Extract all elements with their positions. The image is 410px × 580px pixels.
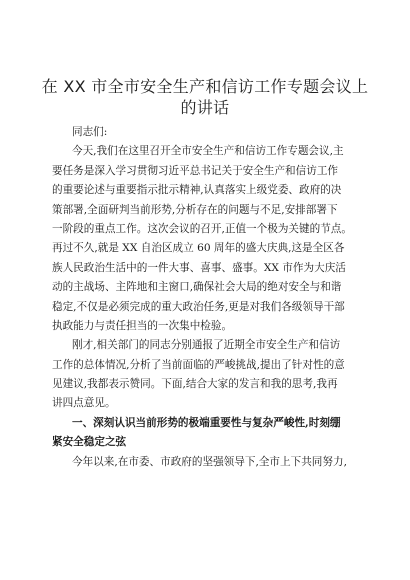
paragraph-line: 今年以来,在市委、市政府的坚强领导下,全市上下共同努力, — [72, 455, 347, 468]
paragraph-line: 见建议,我都表示赞同。下面,结合大家的发言和我的思考,我再 — [52, 378, 338, 391]
section-heading: 一、深刻认识当前形势的极端重要性与复杂严峻性,时刻绷 — [72, 416, 341, 429]
paragraph-line: 今天,我们在这里召开全市安全生产和信访工作专题会议,主 — [72, 145, 344, 158]
paragraph-line: 动的主战场、主阵地和主窗口,确保社会大局的绝对安全与和谐 — [52, 281, 342, 294]
document-title — [40, 76, 370, 118]
paragraph-line: 执政能力与责任担当的一次集中检验。 — [52, 319, 233, 332]
title-line-2: 的讲话 — [180, 98, 230, 117]
paragraph-line: 族人民政治生活中的一件大事、喜事、盛事。XX 市作为大庆活 — [52, 261, 346, 274]
paragraph-line: 工作的总体情况,分析了当前面临的严峻挑战,提出了针对性的意 — [52, 358, 345, 371]
paragraph-line: 要任务是深入学习贯彻习近平总书记关于安全生产和信访工作 — [52, 164, 339, 177]
document-body — [52, 123, 370, 472]
paragraph-line: 稳定,不仅是必须完成的重大政治任务,更是对我们各级领导干部 — [52, 300, 345, 313]
title-line-1: 在 XX 市全市安全生产和信访工作专题会议上 — [41, 77, 369, 96]
paragraph-line: 再过不久,就是 XX 自治区成立 60 周年的盛大庆典,这是全区各 — [52, 242, 345, 255]
greeting: 同志们: — [72, 126, 108, 138]
paragraph-line: 讲四点意见。 — [52, 397, 116, 410]
paragraph-line: 一阶段的重点工作。这次会议的召开,正值一个极为关键的节点。 — [52, 222, 352, 235]
paragraph-line: 的重要论述与重要指示批示精神,认真落实上级党委、政府的决 — [52, 184, 342, 197]
section-heading: 紧安全稳定之弦 — [52, 436, 127, 449]
paragraph-line: 刚才,相关部门的同志分别通报了近期全市安全生产和信访 — [72, 339, 341, 352]
paragraph-line: 策部署,全面研判当前形势,分析存在的问题与不足,安排部署下 — [52, 203, 338, 216]
